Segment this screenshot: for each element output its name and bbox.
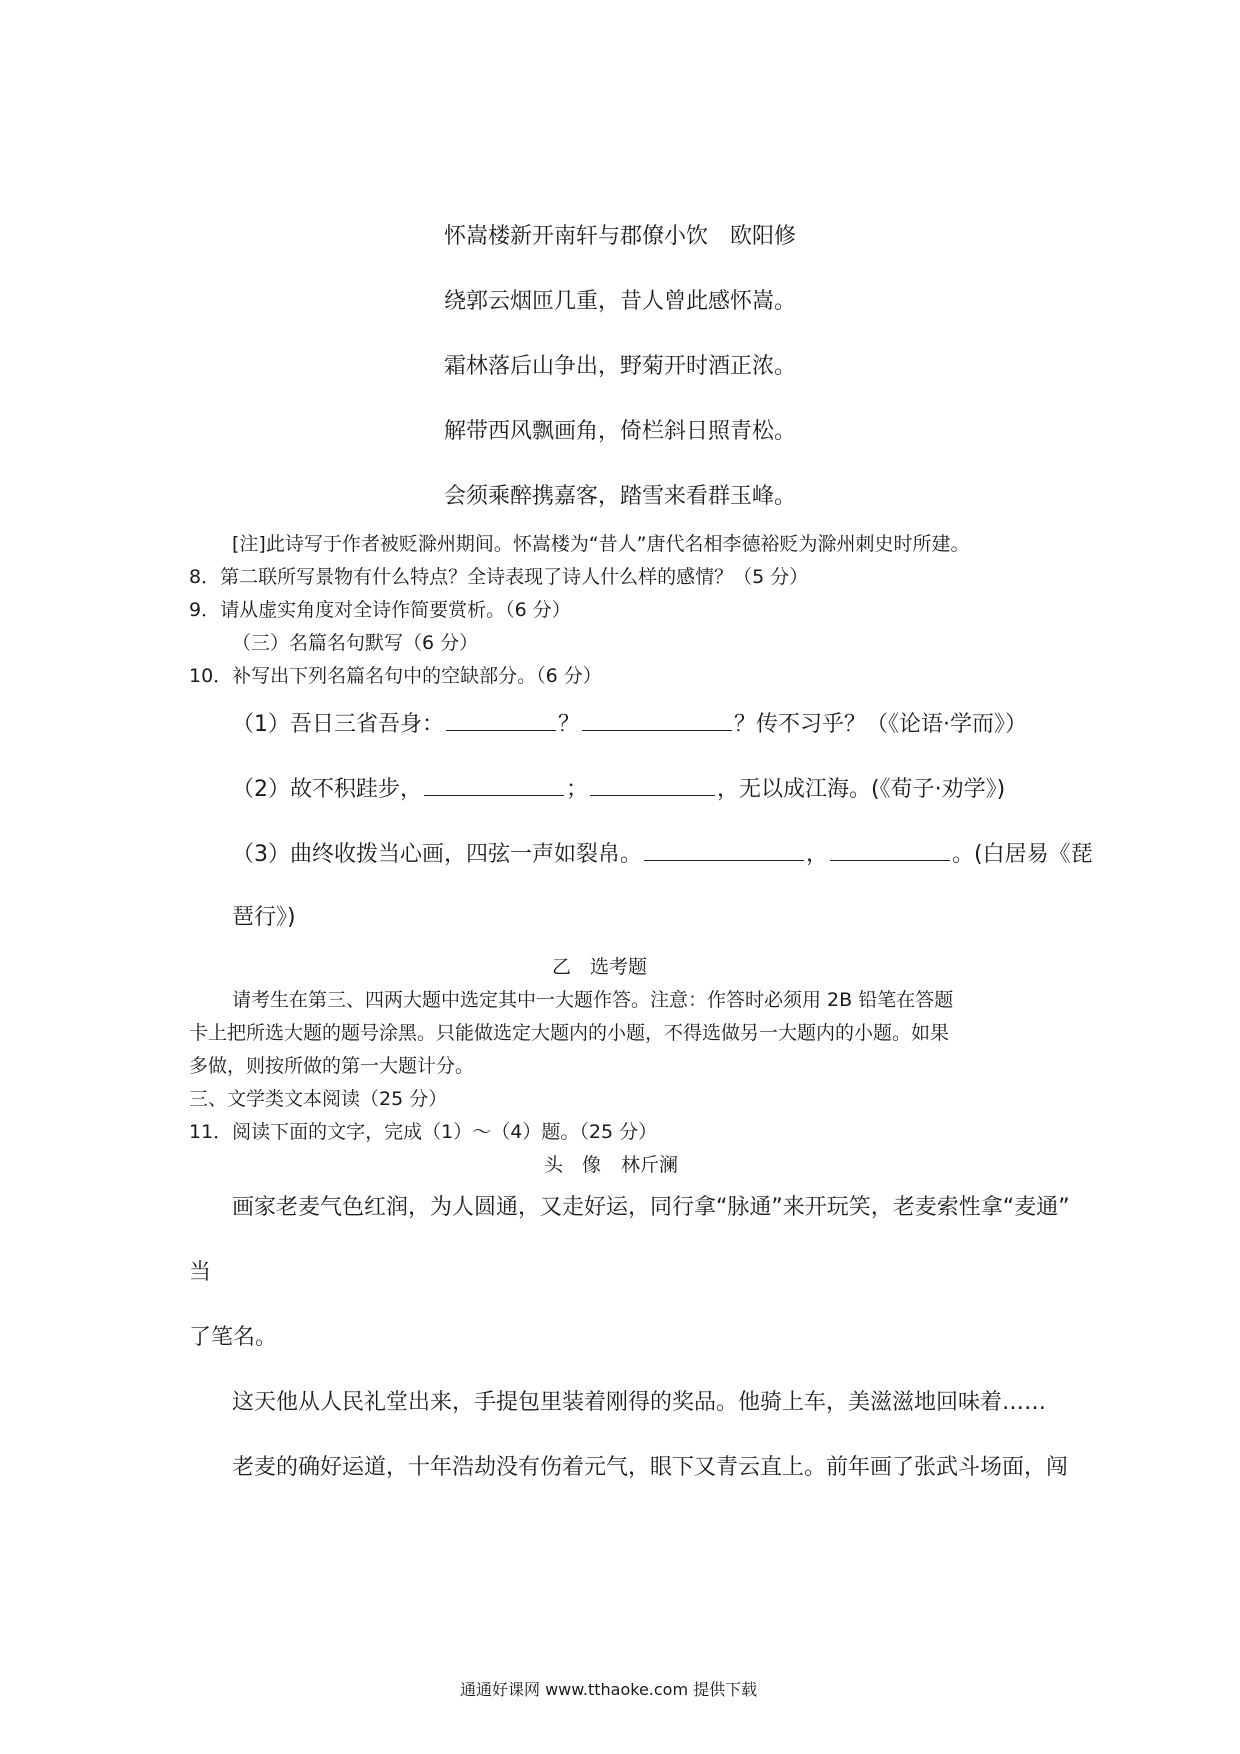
story-author: 林斤澜 bbox=[621, 1154, 679, 1176]
answer-blank[interactable] bbox=[830, 840, 950, 861]
poem-line-1: 绕郭云烟匝几重，昔人曾此感怀嵩。 bbox=[444, 289, 797, 314]
question-11: 11．阅读下面的文字，完成（1）～（4）题。（25 分） bbox=[189, 1121, 658, 1143]
poem-author: 欧阳修 bbox=[730, 224, 797, 249]
answer-blank[interactable] bbox=[582, 710, 732, 731]
question-10: 10．补写出下列名篇名句中的空缺部分。（6 分） bbox=[189, 665, 602, 687]
question-10-3-mid: ， bbox=[806, 842, 829, 867]
poem-line-2: 霜林落后山争出，野菊开时酒正浓。 bbox=[444, 354, 797, 379]
question-10-1-suffix: ？传不习乎？（《论语·学而》） bbox=[734, 712, 1028, 737]
question-10-1 bbox=[232, 710, 1027, 738]
elective-instructions-3: 多做，则按所做的第一大题计分。 bbox=[189, 1055, 475, 1077]
section-heading-literary: 三、文学类文本阅读（25 分） bbox=[189, 1088, 448, 1110]
answer-blank[interactable] bbox=[644, 840, 804, 861]
answer-blank[interactable] bbox=[590, 775, 715, 796]
question-10-3-suffix: 。(白居易《琵 bbox=[952, 842, 1093, 867]
question-10-3-cont: 琶行》) bbox=[232, 905, 296, 930]
section-heading-recitation: （三）名篇名句默写（6 分） bbox=[232, 632, 479, 654]
answer-blank[interactable] bbox=[424, 775, 564, 796]
question-10-3-prefix: （3）曲终收拨当心画，四弦一声如裂帛。 bbox=[232, 842, 642, 867]
question-10-3 bbox=[232, 840, 1093, 868]
poem-note: [注]此诗写于作者被贬滁州期间。怀嵩楼为“昔人”唐代名相李德裕贬为滁州刺史时所建。 bbox=[232, 533, 970, 555]
question-8: 8．第二联所写景物有什么特点？全诗表现了诗人什么样的感情？（5 分） bbox=[189, 566, 809, 588]
elective-heading: 乙 选考题 bbox=[552, 956, 648, 978]
question-10-2 bbox=[232, 775, 1005, 803]
question-10-2-suffix: ，无以成江海。(《荀子·劝学》) bbox=[717, 777, 1006, 802]
page-footer: 通通好课网 www.tthaoke.com 提供下载 bbox=[460, 1680, 758, 1699]
story-heading bbox=[544, 1154, 678, 1177]
elective-instructions-1: 请考生在第三、四两大题中选定其中一大题作答。注意：作答时必须用 2B 铅笔在答题 bbox=[232, 989, 954, 1011]
poem-line-4: 会须乘醉携嘉客，踏雪来看群玉峰。 bbox=[444, 484, 797, 509]
story-paragraph-1c: 了笔名。 bbox=[189, 1325, 278, 1350]
story-paragraph-1b: 当 bbox=[189, 1260, 212, 1285]
question-10-2-mid: ； bbox=[566, 777, 589, 802]
story-paragraph-1a: 画家老麦气色红润，为人圆通，又走好运，同行拿“脉通”来开玩笑，老麦索性拿“麦通” bbox=[232, 1195, 1070, 1220]
story-title: 头 像 bbox=[544, 1154, 602, 1176]
question-10-1-prefix: （1）吾日三省吾身： bbox=[232, 712, 444, 737]
story-paragraph-2: 这天他从人民礼堂出来，手提包里装着刚得的奖品。他骑上车，美滋滋地回味着…… bbox=[232, 1390, 1047, 1415]
poem-title-line bbox=[444, 224, 796, 250]
story-paragraph-3: 老麦的确好运道，十年浩劫没有伤着元气，眼下又青云直上。前年画了张武斗场面，闯 bbox=[232, 1455, 1069, 1480]
poem-title: 怀嵩楼新开南轩与郡僚小饮 bbox=[444, 224, 709, 249]
question-10-1-mid: ？ bbox=[558, 712, 581, 737]
elective-instructions-2: 卡上把所选大题的题号涂黑。只能做选定大题内的小题，不得选做另一大题内的小题。如果 bbox=[189, 1022, 950, 1044]
question-9: 9．请从虚实角度对全诗作简要赏析。（6 分） bbox=[189, 599, 571, 621]
answer-blank[interactable] bbox=[446, 710, 556, 731]
question-10-2-prefix: （2）故不积跬步， bbox=[232, 777, 422, 802]
poem-line-3: 解带西风飘画角，倚栏斜日照青松。 bbox=[444, 419, 797, 444]
